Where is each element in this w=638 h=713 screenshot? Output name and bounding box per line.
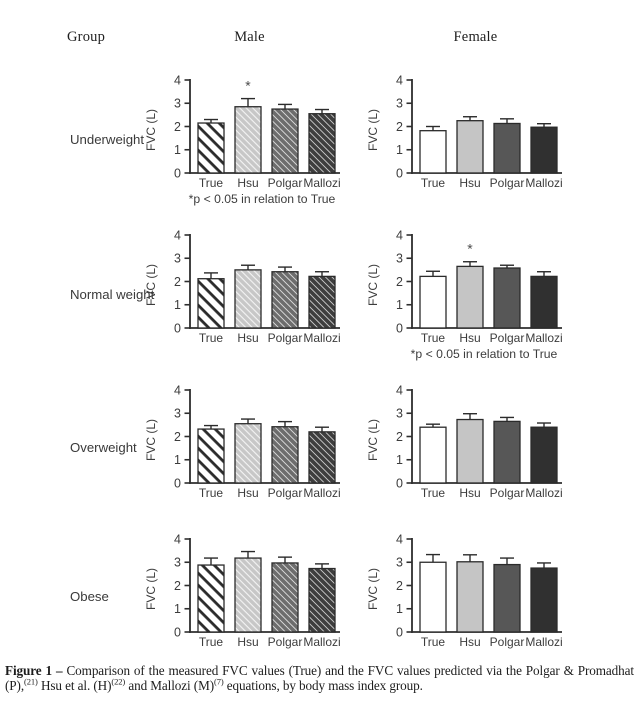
x-label-polgar: Polgar bbox=[489, 635, 525, 649]
bar-polgar bbox=[272, 563, 298, 632]
y-tick-label: 4 bbox=[396, 383, 403, 398]
y-tick-label: 1 bbox=[396, 453, 403, 468]
bar-chart-svg bbox=[142, 68, 357, 220]
y-tick-label: 2 bbox=[396, 274, 403, 289]
x-label-true: True bbox=[198, 331, 224, 345]
bar-hsu bbox=[235, 558, 261, 632]
x-label-mallozi: Mallozi bbox=[303, 331, 341, 345]
x-label-true: True bbox=[198, 635, 224, 649]
x-label-hsu: Hsu bbox=[459, 331, 481, 345]
chart-overweight-male bbox=[142, 378, 357, 530]
x-label-mallozi: Mallozi bbox=[303, 635, 341, 649]
y-tick-label: 4 bbox=[174, 228, 181, 243]
y-tick-label: 3 bbox=[396, 406, 403, 421]
y-tick-label: 2 bbox=[174, 119, 181, 134]
bar-mallozi bbox=[309, 432, 335, 483]
y-tick-label: 0 bbox=[396, 625, 403, 640]
bar-polgar bbox=[494, 421, 520, 483]
bar-true bbox=[198, 565, 224, 632]
bar-hsu bbox=[235, 270, 261, 328]
x-label-polgar: Polgar bbox=[267, 176, 303, 190]
column-header-group: Group bbox=[67, 29, 106, 45]
column-header-male: Male bbox=[234, 29, 265, 45]
y-tick-label: 3 bbox=[396, 555, 403, 570]
bar-chart-svg bbox=[364, 68, 579, 220]
y-tick-label: 3 bbox=[174, 96, 181, 111]
x-label-mallozi: Mallozi bbox=[303, 486, 341, 500]
bar-hsu bbox=[235, 107, 261, 173]
figure-caption bbox=[5, 663, 634, 693]
chart-normal-weight-female bbox=[364, 223, 579, 375]
x-label-true: True bbox=[198, 176, 224, 190]
bar-true bbox=[198, 279, 224, 328]
figure-caption-label: Figure 1 – bbox=[5, 663, 63, 678]
x-label-true: True bbox=[198, 486, 224, 500]
x-label-mallozi: Mallozi bbox=[303, 176, 341, 190]
x-label-true: True bbox=[420, 486, 446, 500]
bar-mallozi bbox=[531, 568, 557, 632]
y-tick-label: 0 bbox=[396, 166, 403, 181]
y-tick-label: 3 bbox=[174, 251, 181, 266]
x-label-mallozi: Mallozi bbox=[525, 331, 563, 345]
y-tick-label: 4 bbox=[396, 73, 403, 88]
chart-overweight-female bbox=[364, 378, 579, 530]
y-tick-label: 3 bbox=[396, 251, 403, 266]
row-label-underweight: Underweight bbox=[70, 132, 145, 147]
figure-caption-text: Comparison of the measured FVC values (True) and the FVC values predicted via the Polgar & Promadhat (P),$^{(21)}$ Hsu et al. $(H)^{(22)}$ and Mallozi $(M)^{(7)}$ equations, by body mass index group. bbox=[5, 663, 634, 694]
bar-polgar bbox=[272, 427, 298, 483]
significance-footnote: *p < 0.05 in relation to True bbox=[410, 347, 558, 361]
y-tick-label: 2 bbox=[396, 119, 403, 134]
x-label-hsu: Hsu bbox=[459, 635, 481, 649]
y-tick-label: 4 bbox=[174, 383, 181, 398]
bar-mallozi bbox=[531, 127, 557, 173]
bar-polgar bbox=[494, 268, 520, 328]
bar-true bbox=[198, 123, 224, 173]
x-label-mallozi: Mallozi bbox=[525, 486, 563, 500]
y-tick-label: 0 bbox=[174, 321, 181, 336]
y-tick-label: 1 bbox=[174, 298, 181, 313]
significance-asterisk: * bbox=[245, 77, 251, 94]
x-label-polgar: Polgar bbox=[267, 486, 303, 500]
y-tick-label: 2 bbox=[396, 578, 403, 593]
bar-mallozi bbox=[309, 114, 335, 173]
x-label-true: True bbox=[420, 176, 446, 190]
x-label-true: True bbox=[420, 331, 446, 345]
bar-hsu bbox=[235, 424, 261, 483]
x-label-true: True bbox=[420, 635, 446, 649]
bar-chart-svg bbox=[364, 527, 579, 679]
y-tick-label: 0 bbox=[396, 476, 403, 491]
x-label-hsu: Hsu bbox=[459, 486, 481, 500]
y-tick-label: 3 bbox=[174, 555, 181, 570]
y-axis-title: FVC (L) bbox=[144, 264, 158, 306]
bar-chart-svg bbox=[142, 223, 357, 375]
y-axis-title: FVC (L) bbox=[144, 419, 158, 461]
bar-true bbox=[420, 276, 446, 328]
y-axis-title: FVC (L) bbox=[366, 568, 380, 610]
bar-chart-svg bbox=[364, 223, 579, 375]
bar-true bbox=[198, 429, 224, 483]
y-tick-label: 1 bbox=[396, 143, 403, 158]
y-tick-label: 1 bbox=[174, 143, 181, 158]
y-tick-label: 4 bbox=[174, 73, 181, 88]
x-label-hsu: Hsu bbox=[237, 176, 259, 190]
x-label-polgar: Polgar bbox=[489, 331, 525, 345]
y-tick-label: 0 bbox=[174, 476, 181, 491]
bar-hsu bbox=[457, 121, 483, 173]
y-tick-label: 2 bbox=[174, 274, 181, 289]
y-tick-label: 3 bbox=[174, 406, 181, 421]
row-label-overweight: Overweight bbox=[70, 440, 137, 455]
chart-underweight-female bbox=[364, 68, 579, 220]
y-axis-title: FVC (L) bbox=[144, 109, 158, 151]
y-tick-label: 1 bbox=[396, 602, 403, 617]
bar-polgar bbox=[272, 272, 298, 328]
y-tick-label: 1 bbox=[396, 298, 403, 313]
y-tick-label: 2 bbox=[396, 429, 403, 444]
bar-true bbox=[420, 562, 446, 632]
bar-true bbox=[420, 427, 446, 483]
y-tick-label: 0 bbox=[174, 625, 181, 640]
x-label-polgar: Polgar bbox=[267, 331, 303, 345]
x-label-hsu: Hsu bbox=[237, 486, 259, 500]
x-label-hsu: Hsu bbox=[237, 635, 259, 649]
significance-footnote: *p < 0.05 in relation to True bbox=[188, 192, 336, 206]
chart-underweight-male bbox=[142, 68, 357, 220]
bar-mallozi bbox=[531, 276, 557, 328]
x-label-mallozi: Mallozi bbox=[525, 176, 563, 190]
chart-normal-weight-male bbox=[142, 223, 357, 375]
chart-obese-male bbox=[142, 527, 357, 679]
row-label-obese: Obese bbox=[70, 589, 109, 604]
y-axis-title: FVC (L) bbox=[366, 109, 380, 151]
column-header-female: Female bbox=[453, 29, 498, 45]
bar-mallozi bbox=[309, 569, 335, 632]
y-tick-label: 2 bbox=[174, 578, 181, 593]
y-axis-title: FVC (L) bbox=[366, 264, 380, 306]
y-tick-label: 4 bbox=[396, 532, 403, 547]
y-tick-label: 1 bbox=[174, 453, 181, 468]
y-tick-label: 3 bbox=[396, 96, 403, 111]
bar-polgar bbox=[494, 123, 520, 173]
y-tick-label: 4 bbox=[396, 228, 403, 243]
row-label-normal-weight: Normal weight bbox=[70, 287, 155, 302]
x-label-polgar: Polgar bbox=[489, 486, 525, 500]
y-tick-label: 1 bbox=[174, 602, 181, 617]
bar-mallozi bbox=[531, 427, 557, 483]
bar-chart-svg bbox=[142, 527, 357, 679]
bar-true bbox=[420, 131, 446, 173]
y-tick-label: 2 bbox=[174, 429, 181, 444]
y-axis-title: FVC (L) bbox=[366, 419, 380, 461]
bar-chart-svg bbox=[142, 378, 357, 530]
y-tick-label: 4 bbox=[174, 532, 181, 547]
x-label-mallozi: Mallozi bbox=[525, 635, 563, 649]
bar-chart-svg bbox=[364, 378, 579, 530]
chart-obese-female bbox=[364, 527, 579, 679]
bar-hsu bbox=[457, 562, 483, 632]
x-label-polgar: Polgar bbox=[489, 176, 525, 190]
x-label-hsu: Hsu bbox=[459, 176, 481, 190]
bar-hsu bbox=[457, 420, 483, 483]
y-tick-label: 0 bbox=[174, 166, 181, 181]
significance-asterisk: * bbox=[467, 240, 473, 257]
y-axis-title: FVC (L) bbox=[144, 568, 158, 610]
bar-mallozi bbox=[309, 276, 335, 328]
bar-hsu bbox=[457, 266, 483, 328]
x-label-hsu: Hsu bbox=[237, 331, 259, 345]
y-tick-label: 0 bbox=[396, 321, 403, 336]
x-label-polgar: Polgar bbox=[267, 635, 303, 649]
bar-polgar bbox=[494, 565, 520, 632]
bar-polgar bbox=[272, 109, 298, 173]
